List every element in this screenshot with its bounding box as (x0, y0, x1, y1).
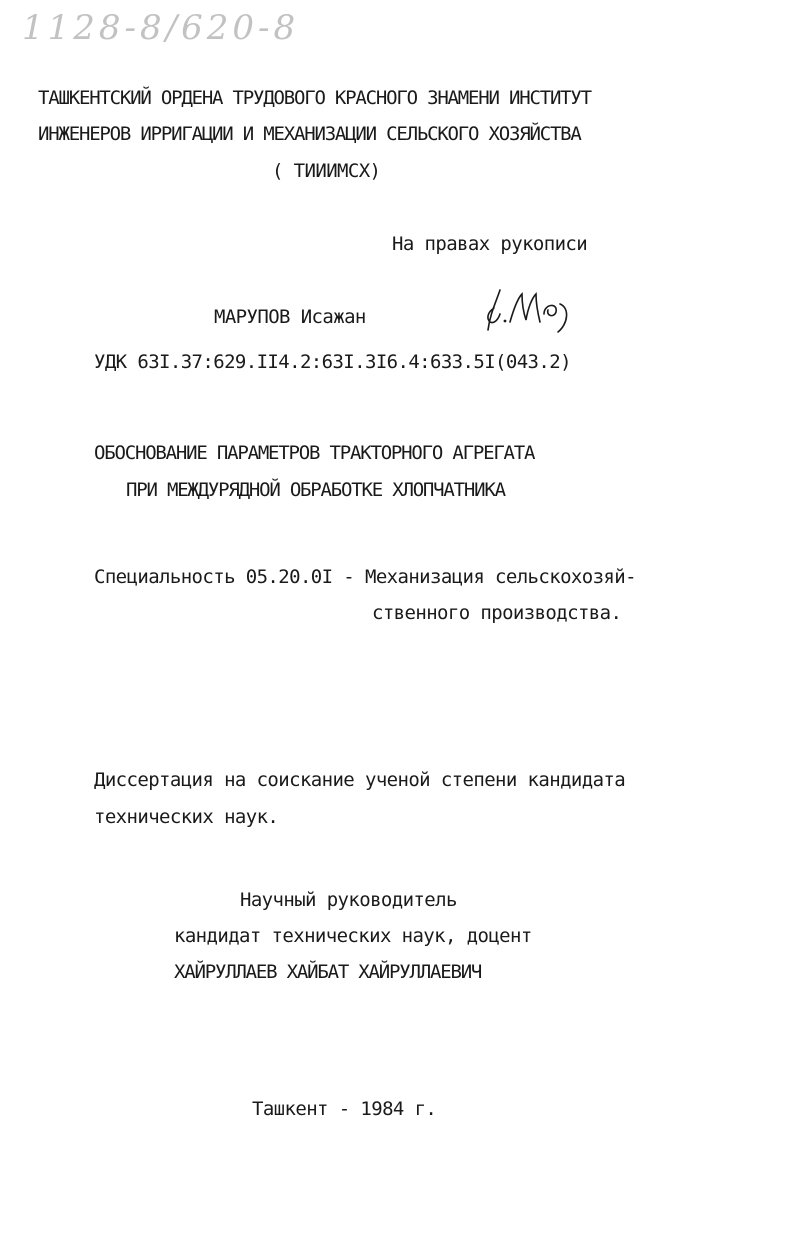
supervisor-degree: кандидат технических наук, доцент (174, 925, 532, 947)
thesis-title-line-2: ПРИ МЕЖДУРЯДНОЙ ОБРАБОТКЕ ХЛОПЧАТНИКА (126, 479, 505, 501)
specialty-line-2: ственного производства. (372, 602, 622, 624)
institution-line-1: ТАШКЕНТСКИЙ ОРДЕНА ТРУДОВОГО КРАСНОГО ЗНАМЕНИ ИНСТИТУТ (38, 87, 591, 109)
archive-stamp: 1128-8/620-8 (22, 8, 300, 48)
udc-code: УДК 63I.37:629.II4.2:63I.3I6.4:633.5I(043.2) (94, 351, 571, 373)
dissertation-line-2: технических наук. (94, 806, 279, 828)
thesis-title-line-1: ОБОСНОВАНИЕ ПАРАМЕТРОВ ТРАКТОРНОГО АГРЕГАТА (94, 442, 535, 464)
author-signature (478, 284, 578, 336)
author-name: МАРУПОВ Исажан (214, 306, 366, 328)
supervisor-label: Научный руководитель (240, 889, 457, 911)
institution-line-2: ИНЖЕНЕРОВ ИРРИГАЦИИ И МЕХАНИЗАЦИИ СЕЛЬСКОГО ХОЗЯЙСТВА (38, 123, 581, 145)
dissertation-line-1: Диссертация на соискание ученой степени кандидата (94, 769, 626, 791)
institution-abbreviation: ( ТИИИМСХ) (272, 160, 381, 182)
manuscript-rights: На правах рукописи (392, 233, 588, 255)
place-and-year: Ташкент - 1984 г. (252, 1098, 437, 1120)
specialty-line-1: Специальность 05.20.0I - Механизация сельскохозяй- (94, 566, 636, 588)
supervisor-name: ХАЙРУЛЛАЕВ ХАЙБАТ ХАЙРУЛЛАЕВИЧ (174, 961, 482, 983)
